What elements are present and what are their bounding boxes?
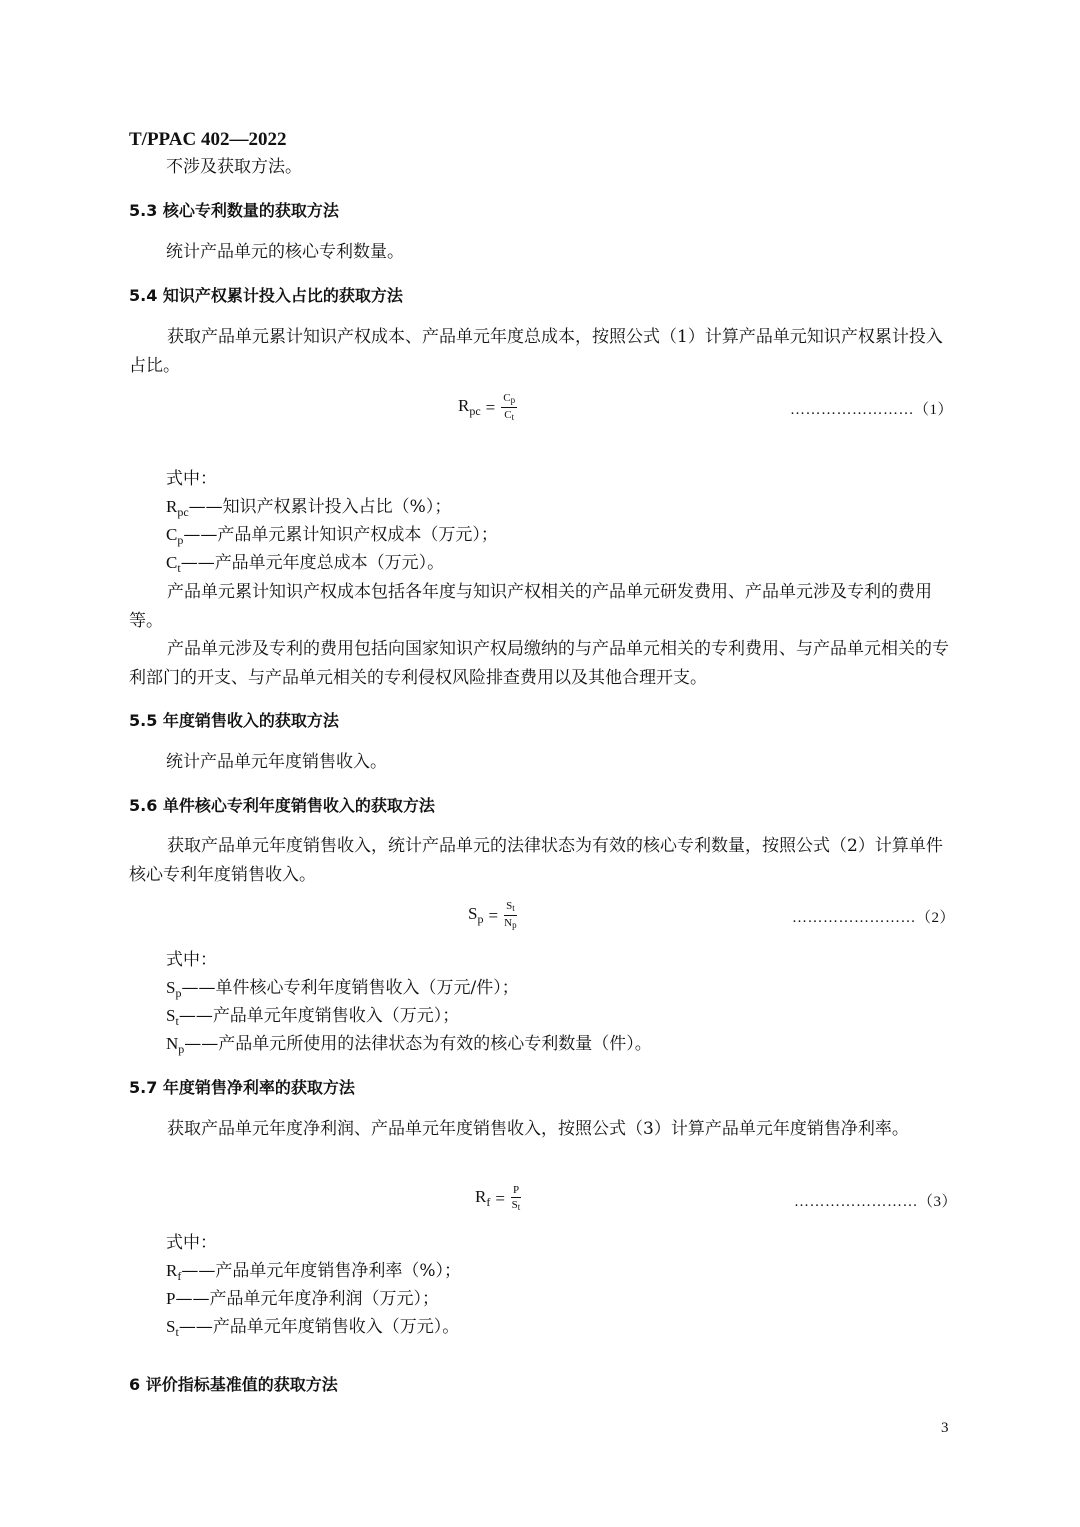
definition-item: $C_t——$产品单元年度总成本（万元）。 (166, 553, 445, 575)
paragraph: 统计产品单元的核心专利数量。 (166, 242, 404, 262)
paragraph: 统计产品单元年度销售收入。 (166, 752, 387, 772)
definition-item: $C_p——$产品单元累计知识产权成本（万元）； (166, 525, 498, 547)
paragraph: 获取产品单元年度销售收入，统计产品单元的法律状态为有效的核心专利数量，按照公式（2）计算单件核心专利年度销售收入。 (129, 836, 943, 885)
formula-number-3: ……………………（3） (794, 1194, 958, 1210)
definition-item: $S_t——$产品单元年度销售收入（万元）； (166, 1006, 460, 1028)
section-heading-6: 6 评价指标基准值的获取方法 (129, 1375, 338, 1394)
paragraph: 产品单元累计知识产权成本包括各年度与知识产权相关的产品单元研发费用、产品单元涉及专利的费用等。 (129, 582, 932, 631)
paragraph: 获取产品单元年度净利润、产品单元年度销售收入，按照公式（3）计算产品单元年度销售净利率。 (167, 1119, 909, 1139)
definition-item: $N_p——$产品单元所使用的法律状态为有效的核心专利数量（件）。 (166, 1034, 652, 1056)
fraction: $\frac{P}{S_t}$ (511, 1184, 521, 1212)
section-heading-5-6: 5.6 单件核心专利年度销售收入的获取方法 (129, 796, 435, 815)
section-heading-5-3: 5.3 核心专利数量的获取方法 (129, 201, 339, 220)
paragraph: 获取产品单元累计知识产权成本、产品单元年度总成本，按照公式（1）计算产品单元知识产权累计投入占比。 (129, 327, 943, 376)
formula-1: $R_{pc}$ = $\frac{C_p}{C_t}$ (458, 392, 516, 422)
section-heading-5-5: 5.5 年度销售收入的获取方法 (129, 711, 339, 730)
fraction: $\frac{S_t}{N_p}$ (504, 900, 517, 930)
formula-3: $R_f$ = $\frac{P}{S_t}$ (475, 1184, 521, 1212)
definition-item: $R_f——$产品单元年度销售净利率（%）； (166, 1261, 461, 1283)
definition-item: $R_{pc}——$知识产权累计投入占比（%）； (166, 497, 452, 519)
text-line: 不涉及获取方法。 (166, 157, 302, 177)
formula-2: $S_p$ = $\frac{S_t}{N_p}$ (468, 900, 517, 930)
formula-symbol: $R_f$ (475, 1187, 491, 1209)
definition-item: $S_p——$单件核心专利年度销售收入（万元/件）； (166, 978, 519, 1000)
formula-symbol: $S_p$ (468, 904, 484, 926)
paragraph: 产品单元涉及专利的费用包括向国家知识产权局缴纳的与产品单元相关的专利费用、与产品单元相关的专利部门的开支、与产品单元相关的专利侵权风险排查费用以及其他合理开支。 (129, 639, 949, 688)
fraction: $\frac{C_p}{C_t}$ (503, 392, 516, 422)
formula-where-label: 式中： (166, 950, 217, 970)
document-code: T/PPAC 402—2022 (129, 129, 287, 150)
formula-where-label: 式中： (166, 469, 217, 489)
formula-number-2: ……………………（2） (792, 910, 956, 926)
formula-number-1: ……………………（1） (790, 402, 954, 418)
formula-symbol: $R_{pc}$ (458, 396, 481, 418)
definition-item: P——产品单元年度净利润（万元）； (166, 1289, 439, 1309)
definition-item: $S_t——$产品单元年度销售收入（万元）。 (166, 1317, 460, 1339)
formula-where-label: 式中： (166, 1233, 217, 1253)
section-heading-5-4: 5.4 知识产权累计投入占比的获取方法 (129, 286, 403, 305)
page-number: 3 (941, 1420, 949, 1436)
section-heading-5-7: 5.7 年度销售净利率的获取方法 (129, 1078, 355, 1097)
